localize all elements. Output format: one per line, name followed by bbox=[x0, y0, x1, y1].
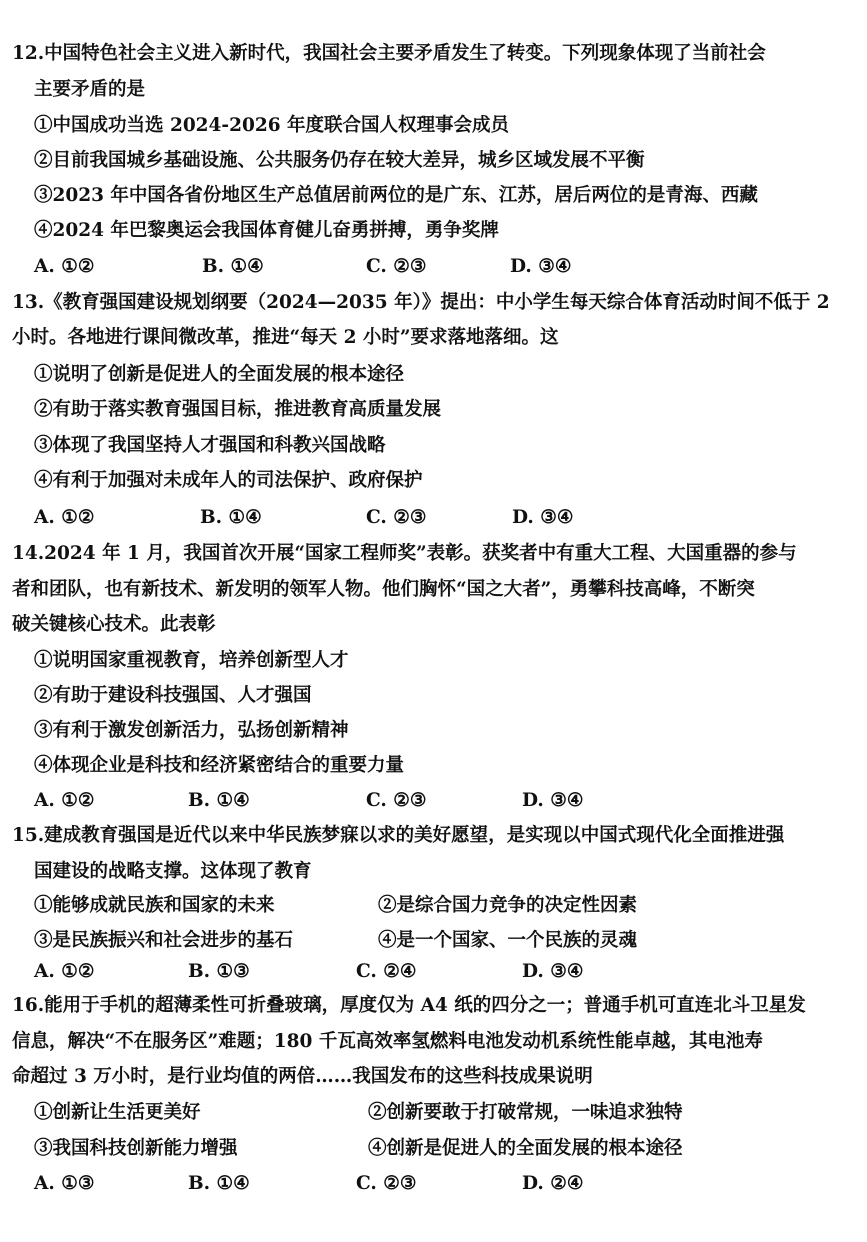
option-1: ①中国成功当选 2024-2026 年度联合国人权理事会成员 bbox=[34, 115, 510, 136]
choice-d[interactable]: D. ③④ bbox=[510, 256, 572, 277]
choice-c[interactable]: C. ②③ bbox=[366, 790, 427, 811]
question-stem-line: 13.《教育强国建设规划纲要（2024—2035 年）》提出：中小学生每天综合体育活动时间不低于 2 bbox=[12, 292, 830, 313]
option-2: ②有助于落实教育强国目标，推进教育高质量发展 bbox=[34, 399, 442, 420]
question-stem-line: 国建设的战略支撑。这体现了教育 bbox=[34, 861, 312, 882]
choice-c[interactable]: C. ②③ bbox=[356, 1173, 417, 1194]
option-4: ④有利于加强对未成年人的司法保护、政府保护 bbox=[34, 470, 423, 491]
option-3: ③2023 年中国各省份地区生产总值居前两位的是广东、江苏，居后两位的是青海、西藏 bbox=[34, 185, 758, 206]
choice-a[interactable]: A. ①② bbox=[34, 256, 95, 277]
choice-d[interactable]: D. ②④ bbox=[522, 1173, 584, 1194]
question-stem-line: 破关键核心技术。此表彰 bbox=[12, 614, 216, 635]
choice-b[interactable]: B. ①③ bbox=[188, 961, 250, 982]
question-stem-line: 16.能用于手机的超薄柔性可折叠玻璃，厚度仅为 A4 纸的四分之一；普通手机可直连北斗卫星发 bbox=[12, 995, 806, 1016]
choice-c[interactable]: C. ②③ bbox=[366, 256, 427, 277]
option-3: ③体现了我国坚持人才强国和科教兴国战略 bbox=[34, 435, 386, 456]
option-4: ④是一个国家、一个民族的灵魂 bbox=[378, 930, 638, 951]
question-stem-line: 12.中国特色社会主义进入新时代，我国社会主要矛盾发生了转变。下列现象体现了当前社会 bbox=[12, 43, 766, 64]
choice-d[interactable]: D. ③④ bbox=[522, 790, 584, 811]
question-stem-line: 主要矛盾的是 bbox=[34, 79, 146, 100]
question-stem-line: 小时。各地进行课间微改革，推进“每天 2 小时”要求落地落细。这 bbox=[12, 327, 559, 348]
choice-b[interactable]: B. ①④ bbox=[188, 1173, 250, 1194]
choice-c[interactable]: C. ②③ bbox=[366, 507, 427, 528]
option-2: ②目前我国城乡基础设施、公共服务仍存在较大差异，城乡区域发展不平衡 bbox=[34, 150, 645, 171]
option-4: ④2024 年巴黎奥运会我国体育健儿奋勇拼搏，勇争奖牌 bbox=[34, 220, 499, 241]
option-2: ②是综合国力竞争的决定性因素 bbox=[378, 895, 638, 916]
option-1: ①创新让生活更美好 bbox=[34, 1102, 201, 1123]
question-stem-line: 14.2024 年 1 月，我国首次开展“国家工程师奖”表彰。获奖者中有重大工程、大国重器的参与 bbox=[12, 543, 797, 564]
option-1: ①说明了创新是促进人的全面发展的根本途径 bbox=[34, 364, 405, 385]
option-2: ②创新要敢于打破常规，一味追求独特 bbox=[368, 1102, 683, 1123]
choice-a[interactable]: A. ①② bbox=[34, 507, 95, 528]
question-stem-line: 15.建成教育强国是近代以来中华民族梦寐以求的美好愿望，是实现以中国式现代化全面推进强 bbox=[12, 825, 785, 846]
option-3: ③是民族振兴和社会进步的基石 bbox=[34, 930, 294, 951]
option-2: ②有助于建设科技强国、人才强国 bbox=[34, 685, 312, 706]
choice-b[interactable]: B. ①④ bbox=[188, 790, 250, 811]
choice-b[interactable]: B. ①④ bbox=[200, 507, 262, 528]
option-3: ③我国科技创新能力增强 bbox=[34, 1138, 238, 1159]
option-3: ③有利于激发创新活力，弘扬创新精神 bbox=[34, 720, 349, 741]
choice-d[interactable]: D. ③④ bbox=[512, 507, 574, 528]
choice-b[interactable]: B. ①④ bbox=[202, 256, 264, 277]
option-4: ④创新是促进人的全面发展的根本途径 bbox=[368, 1138, 683, 1159]
choice-a[interactable]: A. ①③ bbox=[34, 1173, 95, 1194]
question-stem-line: 命超过 3 万小时，是行业均值的两倍……我国发布的这些科技成果说明 bbox=[12, 1066, 593, 1087]
choice-c[interactable]: C. ②④ bbox=[356, 961, 417, 982]
option-1: ①说明国家重视教育，培养创新型人才 bbox=[34, 650, 349, 671]
choice-a[interactable]: A. ①② bbox=[34, 961, 95, 982]
choice-d[interactable]: D. ③④ bbox=[522, 961, 584, 982]
choice-a[interactable]: A. ①② bbox=[34, 790, 95, 811]
question-stem-line: 者和团队，也有新技术、新发明的领军人物。他们胸怀“国之大者”，勇攀科技高峰，不断突 bbox=[12, 579, 755, 600]
option-1: ①能够成就民族和国家的未来 bbox=[34, 895, 275, 916]
question-stem-line: 信息，解决“不在服务区”难题；180 千瓦高效率氢燃料电池发动机系统性能卓越，其电池寿 bbox=[12, 1031, 763, 1052]
option-4: ④体现企业是科技和经济紧密结合的重要力量 bbox=[34, 755, 405, 776]
